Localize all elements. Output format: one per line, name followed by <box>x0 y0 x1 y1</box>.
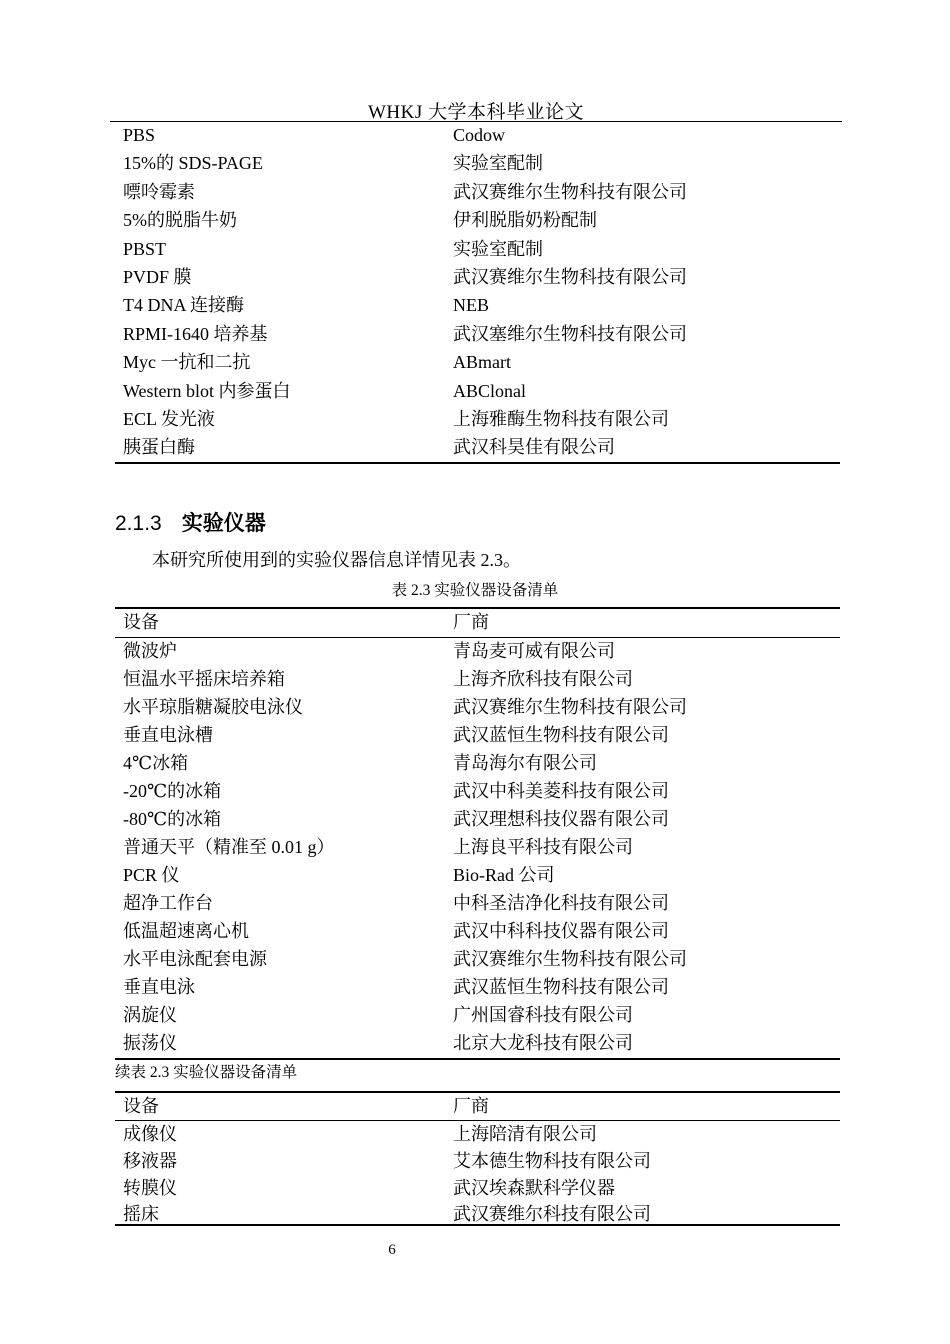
cell-vendor: 武汉蓝恒生物科技有限公司 <box>453 725 669 745</box>
column-header-vendor: 厂商 <box>453 612 489 632</box>
cell-vendor: 武汉理想科技仪器有限公司 <box>453 809 669 829</box>
cell-item: Myc 一抗和二抗 <box>123 352 251 373</box>
section-number: 2.1.3 <box>115 512 162 535</box>
cell-vendor: 武汉埃森默科学仪器 <box>453 1177 615 1198</box>
cell-item: 超净工作台 <box>123 893 213 913</box>
cell-vendor: 武汉中科美菱科技有限公司 <box>453 781 669 801</box>
table-row <box>115 348 840 376</box>
cell-item: PBS <box>123 125 156 145</box>
table-row <box>115 263 840 291</box>
cell-item: 5%的脱脂牛奶 <box>123 210 237 231</box>
table-row <box>115 377 840 405</box>
column-header-device: 设备 <box>123 612 159 632</box>
table-row <box>115 1001 840 1029</box>
table-row <box>115 433 840 461</box>
cell-item: 微波炉 <box>123 641 177 661</box>
cell-item: 水平电泳配套电源 <box>123 949 267 969</box>
table-row <box>115 889 840 917</box>
cell-vendor: 上海良平科技有限公司 <box>453 837 633 857</box>
cell-vendor: 武汉赛维尔生物科技有限公司 <box>453 697 687 717</box>
cell-vendor: 武汉科昊佳有限公司 <box>453 437 615 458</box>
cell-vendor: 武汉赛维尔生物科技有限公司 <box>453 181 687 202</box>
cell-vendor: 实验室配制 <box>453 238 543 259</box>
table-row <box>115 320 840 348</box>
table-row <box>115 1147 840 1174</box>
table-row <box>115 405 840 433</box>
table-row <box>115 235 840 263</box>
cell-vendor: 艾本德生物科技有限公司 <box>453 1150 651 1171</box>
continued-table <box>115 1120 840 1227</box>
cell-vendor: Bio-Rad 公司 <box>453 865 555 885</box>
table-header-row <box>115 1092 840 1120</box>
table-row <box>115 665 840 693</box>
cell-item: -20℃的冰箱 <box>123 781 222 801</box>
cell-vendor: Codow <box>453 125 506 145</box>
cell-vendor: 北京大龙科技有限公司 <box>453 1033 633 1053</box>
column-header-vendor: 厂商 <box>453 1096 489 1116</box>
table-row <box>115 121 840 149</box>
table-row <box>115 693 840 721</box>
cell-item: 摇床 <box>123 1204 159 1225</box>
cell-item: -80℃的冰箱 <box>123 809 222 829</box>
section-title: 实验仪器 <box>181 511 266 535</box>
cell-item: 4℃冰箱 <box>123 753 189 773</box>
table-row <box>115 833 840 861</box>
cell-vendor: 武汉中科科技仪器有限公司 <box>453 921 669 941</box>
cell-item: 移液器 <box>123 1150 177 1171</box>
cell-item: ECL 发光液 <box>123 408 215 429</box>
cell-item: 胰蛋白酶 <box>123 437 195 458</box>
table-row <box>115 917 840 945</box>
cell-item: 嘌呤霉素 <box>123 181 195 202</box>
table-row <box>115 291 840 319</box>
cell-item: T4 DNA 连接酶 <box>123 295 244 316</box>
cell-item: 振荡仪 <box>123 1033 177 1053</box>
section-heading <box>115 508 266 539</box>
cell-vendor: 武汉赛维尔科技有限公司 <box>453 1204 651 1225</box>
cell-vendor: 青岛海尔有限公司 <box>453 753 597 773</box>
table-row <box>115 637 840 665</box>
cell-vendor: 上海雅酶生物科技有限公司 <box>453 408 669 429</box>
cell-item: PBST <box>123 238 167 259</box>
running-header: WHKJ 大学本科毕业论文 <box>367 102 585 123</box>
instruments-table-bottom-rule <box>115 1058 840 1060</box>
reagents-table <box>115 121 840 462</box>
cell-item: Western blot 内参蛋白 <box>123 380 291 401</box>
reagents-table-bottom-rule <box>115 462 840 464</box>
table-row <box>115 777 840 805</box>
section-paragraph: 本研究所使用到的实验仪器信息详情见表 2.3。 <box>152 550 521 570</box>
cell-vendor: 实验室配制 <box>453 153 543 174</box>
cell-item: 垂直电泳槽 <box>123 725 213 745</box>
cell-vendor: 武汉赛维尔生物科技有限公司 <box>453 266 687 287</box>
page-number: 6 <box>388 1242 396 1258</box>
cell-vendor: 上海陪清有限公司 <box>453 1124 597 1144</box>
continued-table-bottom-rule <box>115 1224 840 1226</box>
table-row <box>115 945 840 973</box>
table-row <box>115 206 840 234</box>
cell-item: 垂直电泳 <box>123 977 195 997</box>
table-header-row <box>115 608 840 636</box>
cell-item: PCR 仪 <box>123 865 180 885</box>
table-row <box>115 1120 840 1147</box>
cell-vendor: 伊利脱脂奶粉配制 <box>453 210 597 231</box>
cell-vendor: 上海齐欣科技有限公司 <box>453 669 633 689</box>
cell-vendor: ABClonal <box>453 380 527 401</box>
table-row <box>115 861 840 889</box>
instruments-table-header <box>115 608 840 636</box>
cell-item: 成像仪 <box>123 1124 177 1144</box>
table-row <box>115 1174 840 1201</box>
cell-item: PVDF 膜 <box>123 266 192 287</box>
instruments-table <box>115 637 840 1057</box>
continued-table-header <box>115 1092 840 1120</box>
cell-vendor: 武汉赛维尔生物科技有限公司 <box>453 949 687 969</box>
table-row <box>115 749 840 777</box>
table-row <box>115 149 840 177</box>
cell-item: 涡旋仪 <box>123 1005 177 1025</box>
cell-item: 转膜仪 <box>123 1177 177 1198</box>
cell-vendor: 青岛麦可威有限公司 <box>453 641 615 661</box>
cell-item: 水平琼脂糖凝胶电泳仪 <box>123 697 303 717</box>
cell-item: 低温超速离心机 <box>123 921 249 941</box>
cell-vendor: NEB <box>453 295 489 316</box>
table-caption: 表 2.3 实验仪器设备清单 <box>391 582 559 599</box>
cell-item: 15%的 SDS-PAGE <box>123 153 263 174</box>
table-row <box>115 973 840 1001</box>
cell-vendor: 武汉塞维尔生物科技有限公司 <box>453 323 687 344</box>
column-header-device: 设备 <box>123 1096 159 1116</box>
cell-item: RPMI-1640 培养基 <box>123 323 268 344</box>
table-row <box>115 721 840 749</box>
table-row <box>115 1029 840 1057</box>
cell-vendor: 中科圣洁净化科技有限公司 <box>453 893 669 913</box>
cell-vendor: 武汉蓝恒生物科技有限公司 <box>453 977 669 997</box>
cell-vendor: 广州国睿科技有限公司 <box>453 1005 633 1025</box>
cell-item: 普通天平（精准至 0.01 g） <box>123 837 335 857</box>
table-row <box>115 178 840 206</box>
table-row <box>115 805 840 833</box>
continued-table-caption: 续表 2.3 实验仪器设备清单 <box>115 1064 298 1081</box>
cell-vendor: ABmart <box>453 352 511 373</box>
cell-item: 恒温水平摇床培养箱 <box>123 669 285 689</box>
